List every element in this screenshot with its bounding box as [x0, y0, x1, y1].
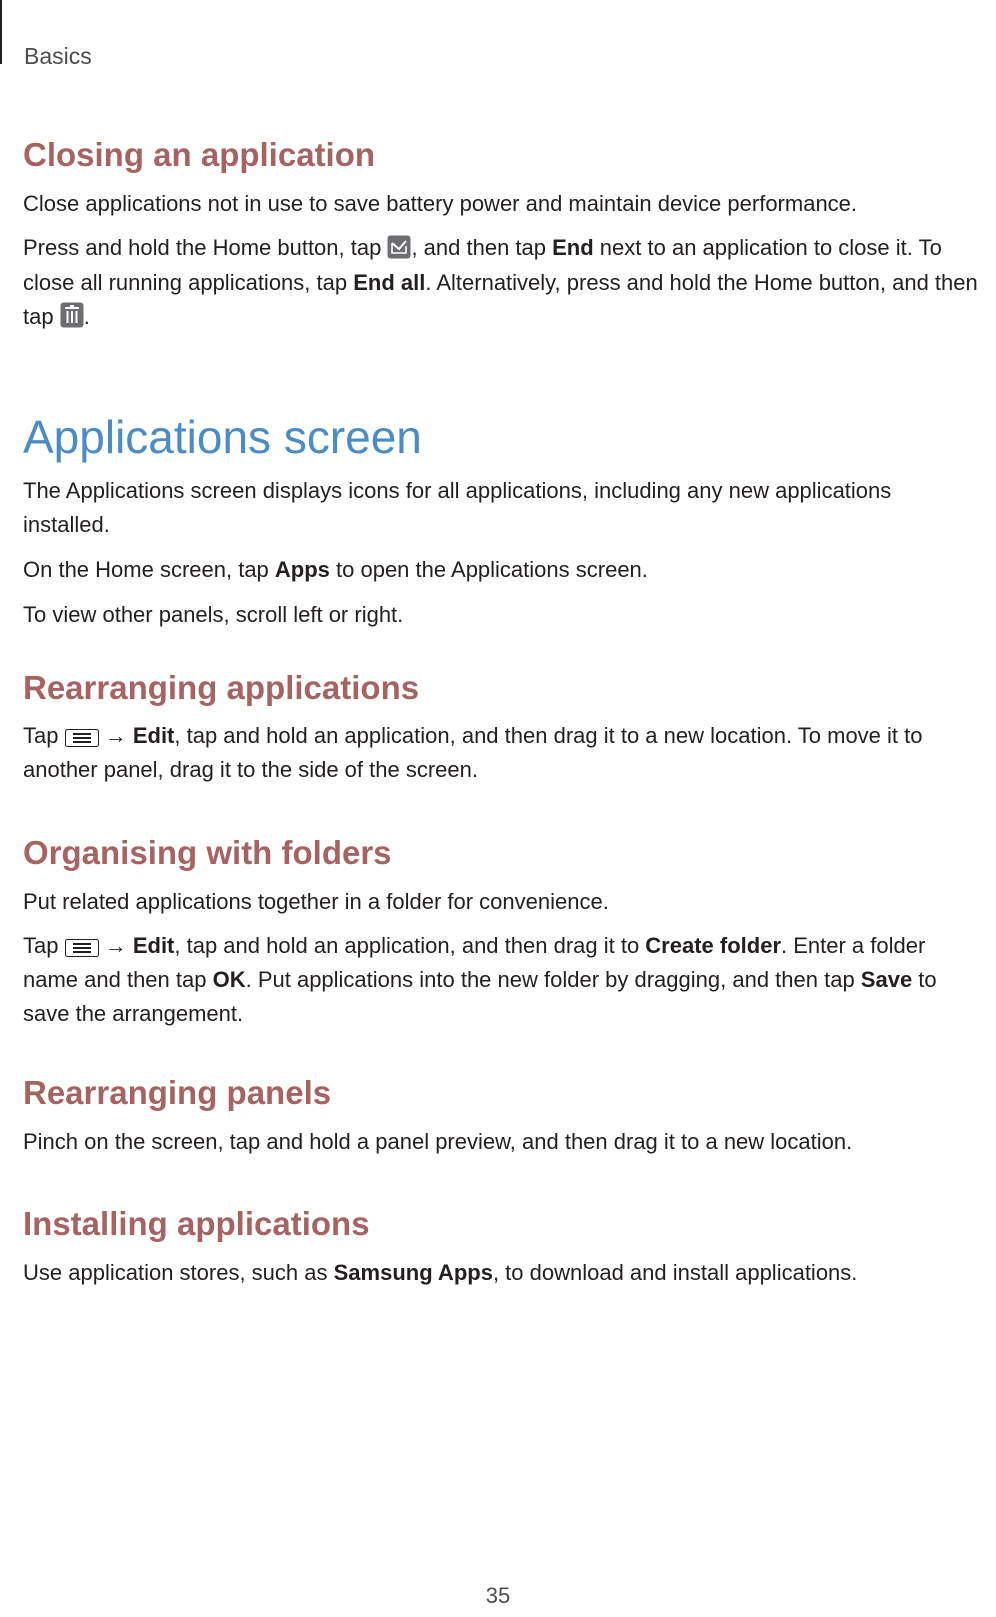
closing-app-heading: Closing an application — [23, 136, 376, 173]
panels-steps: Pinch on the screen, tap and hold a panel preview, and then drag it to a new location. — [23, 1128, 853, 1154]
apps-screen-intro: The Applications screen displays icons for all applications, including any new applications installed. — [23, 477, 892, 537]
folders-steps: Tap → Edit, tap and hold an application, and then drag it to Create folder. Enter a folder name and then tap OK. Put applications into the new folder by dragging, and then tap Save to save the arrangement. — [23, 932, 937, 1026]
running-head: Basics — [24, 43, 92, 69]
rearranging-apps-heading: Rearranging applications — [23, 668, 420, 706]
apps-screen-scroll: To view other panels, scroll left or right. — [23, 601, 404, 627]
applications-screen-heading: Applications screen — [23, 410, 422, 463]
trash-icon — [60, 302, 84, 328]
margin-rule — [0, 0, 2, 64]
organising-folders-heading: Organising with folders — [23, 833, 392, 871]
page-content — [23, 135, 978, 1300]
installing-apps-steps: Use application stores, such as Samsung Apps, to download and install applications. — [23, 1259, 858, 1285]
menu-icon — [65, 939, 99, 957]
rearranging-panels-heading: Rearranging panels — [23, 1073, 332, 1111]
menu-icon — [65, 729, 99, 747]
folders-intro: Put related applications together in a folder for convenience. — [23, 888, 609, 914]
apps-screen-open: On the Home screen, tap Apps to open the Applications screen. — [23, 556, 648, 582]
closing-app-intro: Close applications not in use to save battery power and maintain device performance. — [23, 191, 858, 216]
page-number: 35 — [485, 1583, 511, 1608]
installing-apps-heading: Installing applications — [23, 1204, 370, 1242]
task-manager-icon — [387, 235, 411, 259]
rearranging-apps-steps: Tap → Edit, tap and hold an application, and then drag it to a new location. To move it to another panel, drag it to the side of the screen. — [23, 722, 923, 782]
closing-app-steps: Press and hold the Home button, tap , and then tap End next to an application to close it. To close all running applications, tap End all. Alternatively, press and hold the Home button, and then tap . — [23, 235, 978, 329]
